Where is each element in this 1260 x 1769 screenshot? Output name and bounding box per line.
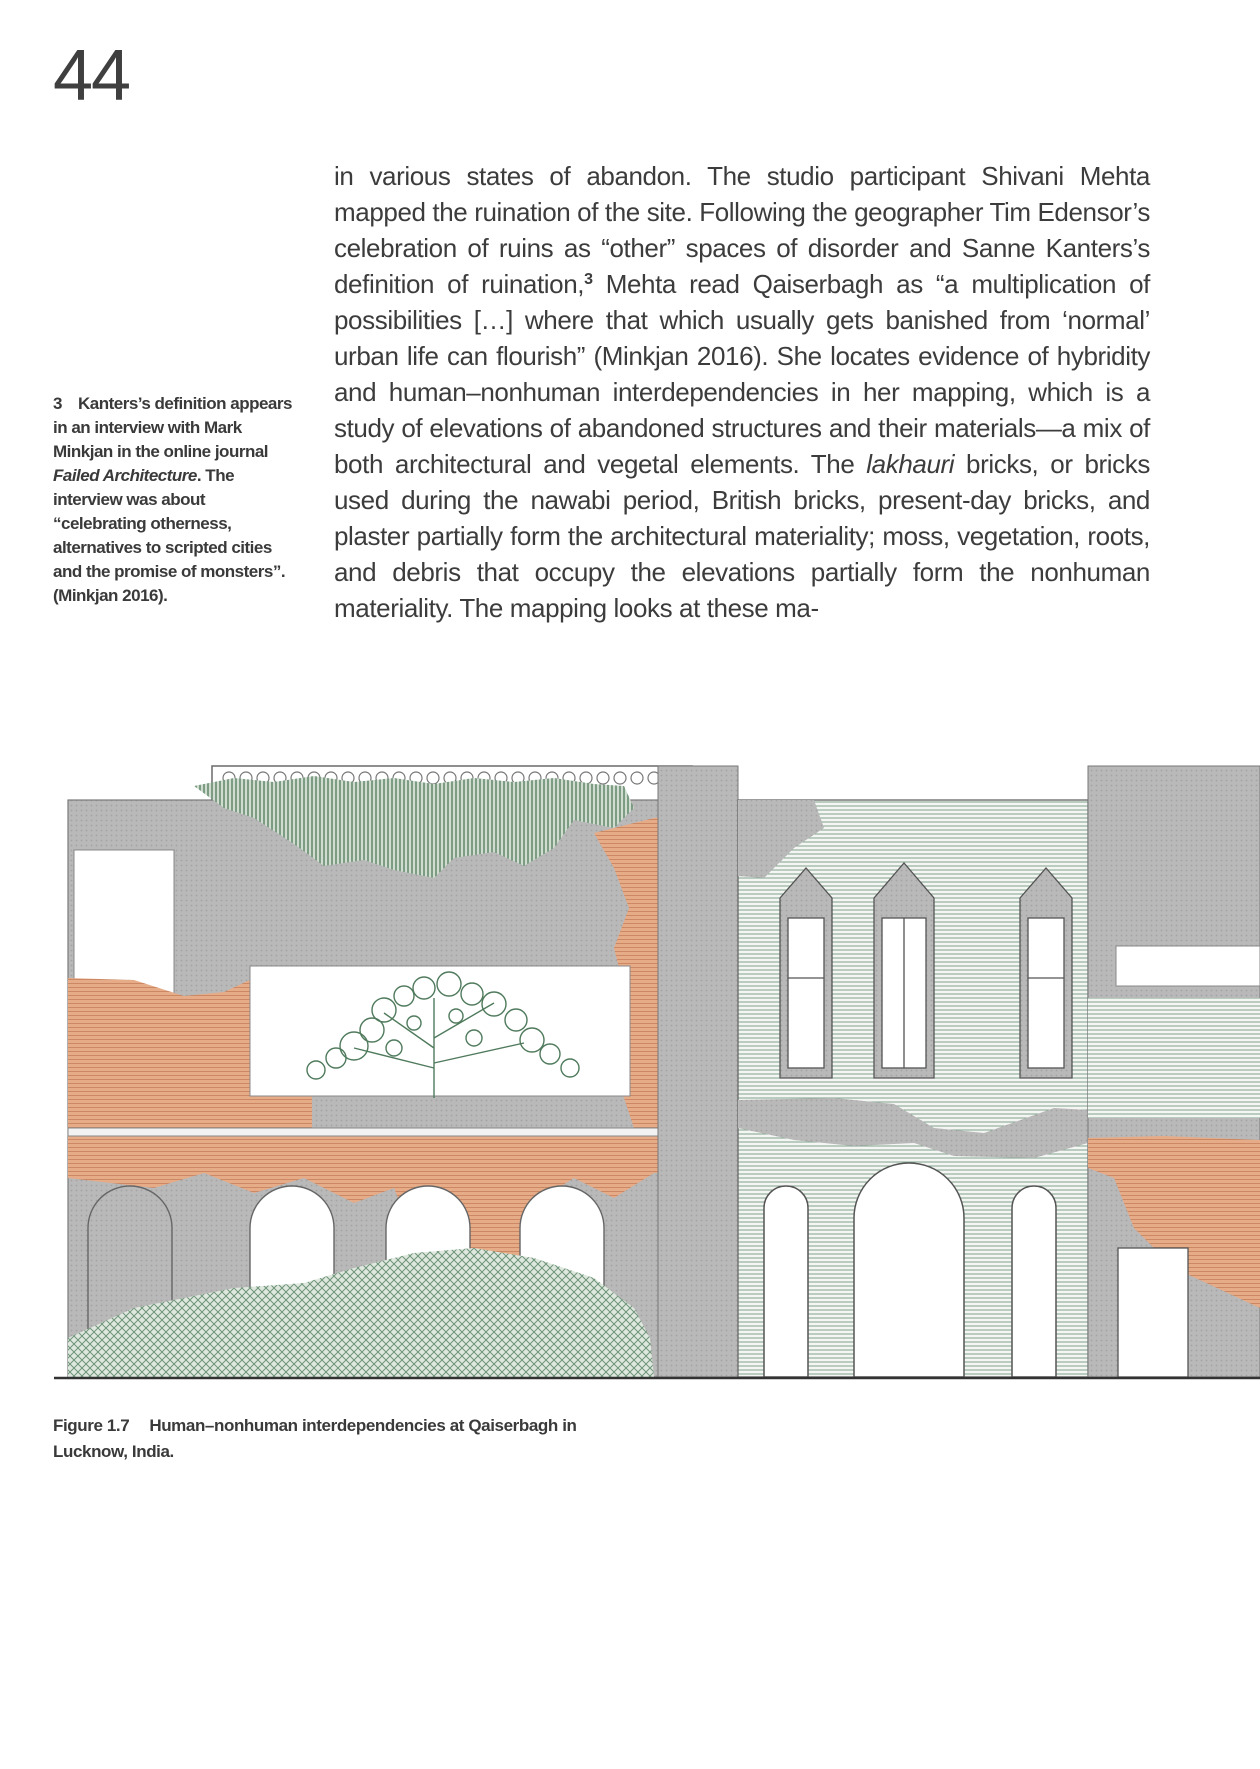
body-text-part-1: in various states of abandon. The studio participant Shivani Mehta mapped the ruination of the site. Following the geographer Tim Edensor’s celebration of ruins as “other” spaces of disorder and Sanne Kanters’s definition of ruination,	[334, 161, 1150, 299]
body-italic-term: lakhauri	[866, 449, 955, 479]
left-window	[74, 850, 174, 995]
footnote-italic-title: Failed Architecture	[53, 466, 197, 485]
footnote-text: Kanters’s definition appears in an interview with Mark Minkjan in the online journal	[53, 394, 292, 461]
body-paragraph	[334, 158, 1150, 626]
middle-tower	[658, 766, 738, 1377]
figure-caption	[53, 1413, 613, 1465]
right-window	[1116, 946, 1260, 986]
figure-elevation-drawing	[54, 748, 1260, 1393]
body-text-part-3: bricks, or bricks used during the nawabi period, British bricks, present-day bricks, and plaster partially form the architectural materiality; moss, vegetation, roots, and debris that occupy the elevations partially form the nonhuman materiality. The mapping looks at these ma-	[334, 449, 1150, 623]
footnote	[53, 392, 293, 608]
figure-label: Figure 1.7	[53, 1416, 130, 1435]
footnote-text-end: . The interview was about “celebrating otherness, alternatives to scripted cities and the promise of monsters”. (Minkjan 2016).	[53, 466, 286, 605]
figure-caption-text: Human–nonhuman interdependencies at Qaiserbagh in Lucknow, India.	[53, 1416, 577, 1461]
footnote-reference: 3	[584, 271, 593, 288]
footnote-number: 3	[53, 394, 62, 413]
green-building-windows	[780, 863, 1072, 1078]
right-doorway	[1118, 1248, 1188, 1377]
elevation-svg	[54, 748, 1260, 1393]
page-number: 44	[53, 36, 130, 116]
body-text-part-2: Mehta read Qaiserbagh as “a multiplication of possibilities […] where that which usually gets banished from ‘normal’ urban life can flourish” (Minkjan 2016). She locates evidence of hybridity and human–nonhuman interdependencies in her mapping, which is a study of elevations of abandoned structures and their materials—a mix of both architectural and vegetal elements. The	[334, 269, 1150, 479]
right-green-panel	[1088, 998, 1260, 1118]
stringcourse	[68, 1128, 738, 1136]
